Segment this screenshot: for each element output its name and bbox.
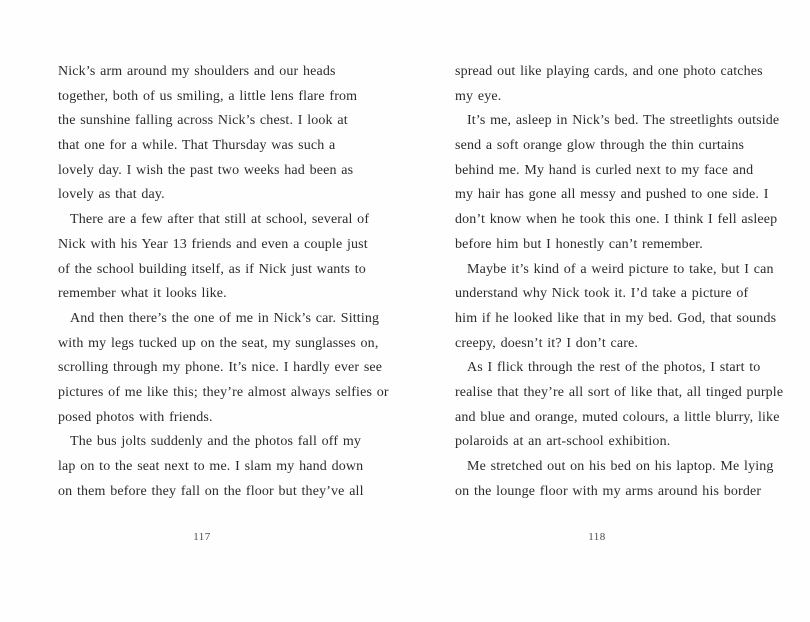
page-left-text bbox=[58, 60, 389, 504]
text-line: on the lounge floor with my arms around his border bbox=[455, 483, 762, 499]
text-line: There are a few after that still at school, several of bbox=[70, 212, 370, 228]
text-line: understand why Nick took it. I’d take a picture of bbox=[455, 286, 749, 302]
text-line: creepy, doesn’t it? I don’t care. bbox=[455, 335, 639, 351]
text-line: realise that they’re all sort of like that, all tinged purple bbox=[455, 384, 784, 400]
text-line: spread out like playing cards, and one photo catches bbox=[455, 64, 763, 79]
page-right bbox=[405, 0, 810, 622]
text-line: lovely as that day. bbox=[58, 187, 165, 203]
text-line: behind me. My hand is curled next to my face and bbox=[455, 162, 754, 178]
text-line: As I flick through the rest of the photos, I start to bbox=[467, 360, 761, 376]
text-line: Maybe it’s kind of a weird picture to take, but I can bbox=[467, 261, 774, 277]
text-line: with my legs tucked up on the seat, my sunglasses on, bbox=[58, 335, 379, 351]
text-line: Nick’s arm around my shoulders and our heads bbox=[58, 64, 336, 79]
text-line: lovely day. I wish the past two weeks had been as bbox=[58, 162, 354, 178]
text-line: The bus jolts suddenly and the photos fall off my bbox=[70, 434, 362, 450]
text-line: posed photos with friends. bbox=[58, 409, 213, 425]
text-line: scrolling through my phone. It’s nice. I hardly ever see bbox=[58, 360, 383, 376]
text-line: before him but I honestly can’t remember. bbox=[455, 236, 703, 252]
text-line: And then there’s the one of me in Nick’s car. Sitting bbox=[70, 310, 380, 326]
text-line: on them before they fall on the floor but they’ve all bbox=[58, 483, 364, 499]
page-right-text bbox=[455, 60, 783, 504]
text-line: of the school building itself, as if Nick just wants to bbox=[58, 261, 366, 277]
text-line: my eye. bbox=[455, 88, 502, 104]
text-line: polaroids at an art-school exhibition. bbox=[455, 434, 671, 450]
text-line: that one for a while. That Thursday was such a bbox=[58, 138, 336, 154]
text-line: together, both of us smiling, a little lens flare from bbox=[58, 88, 358, 104]
page-number-right: 118 bbox=[588, 531, 606, 543]
text-line: the sunshine falling across Nick’s chest. I look at bbox=[58, 113, 348, 129]
text-line: don’t know when he took this one. I think I fell asleep bbox=[455, 212, 778, 228]
text-line: Me stretched out on his bed on his laptop. Me lying bbox=[467, 459, 774, 474]
text-line: Nick with his Year 13 friends and even a couple just bbox=[58, 236, 368, 252]
text-line: It’s me, asleep in Nick’s bed. The streetlights outside bbox=[467, 113, 780, 129]
text-line: him if he looked like that in my bed. God, that sounds bbox=[455, 310, 777, 326]
text-line: lap on to the seat next to me. I slam my hand down bbox=[58, 459, 364, 474]
text-line: pictures of me like this; they’re almost always selfies or bbox=[58, 384, 389, 400]
text-line: my hair has gone all messy and pushed to one side. I bbox=[455, 187, 769, 203]
page-number-left: 117 bbox=[193, 531, 211, 543]
text-line: remember what it looks like. bbox=[58, 286, 227, 302]
text-line: send a soft orange glow through the thin curtains bbox=[455, 138, 745, 154]
text-line: and blue and orange, muted colours, a little blurry, like bbox=[455, 409, 780, 425]
